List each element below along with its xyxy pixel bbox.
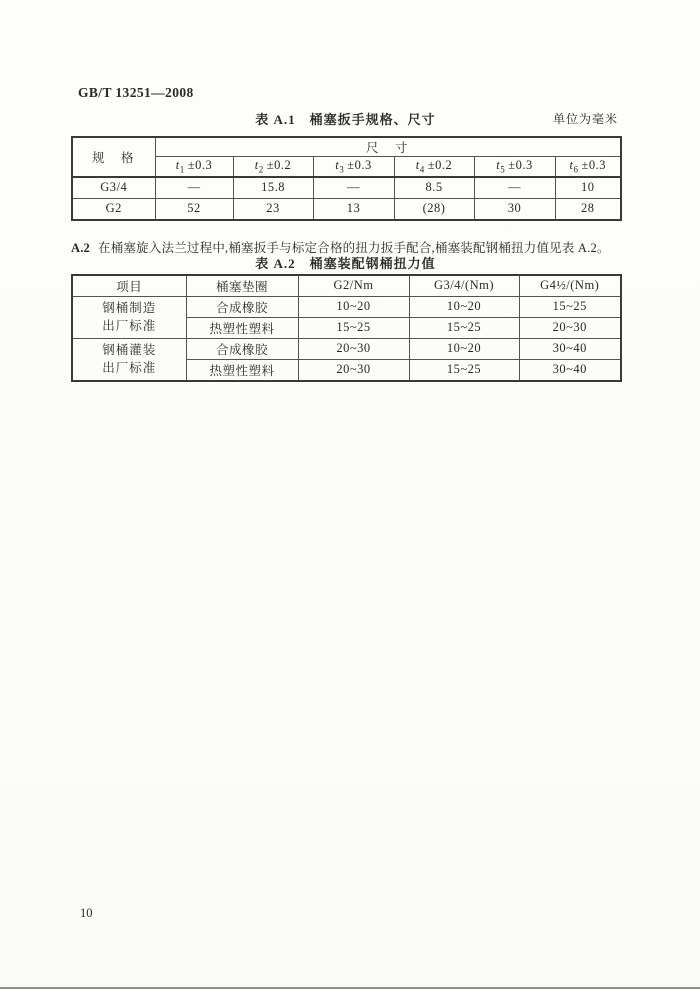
dim-symbol: t <box>415 158 420 172</box>
table-a1-caption-row <box>71 109 620 128</box>
dim-symbol: t <box>175 158 180 172</box>
dim-col-header <box>233 157 313 177</box>
table-row <box>72 199 621 220</box>
dim-col-header <box>555 157 621 177</box>
group-label-line: 出厂标准 <box>102 319 157 333</box>
dim-col-header <box>394 157 474 177</box>
group-label-line: 钢桶制造 <box>102 301 157 315</box>
gasket-cell: 热塑性塑料 <box>186 359 298 381</box>
group-label-cell <box>72 338 186 381</box>
spec-cell: G2 <box>72 199 155 220</box>
table-row <box>72 296 621 317</box>
dim-tolerance: ±0.3 <box>508 158 533 172</box>
table-cell: 15~25 <box>298 317 409 338</box>
table-cell: (28) <box>394 199 474 220</box>
table-a1-title: 表 A.1 桶塞扳手规格、尺寸 <box>255 112 436 127</box>
column-header: G2/Nm <box>298 275 409 296</box>
gasket-cell: 合成橡胶 <box>186 338 298 359</box>
table-cell: 30 <box>474 199 555 220</box>
table-cell: 10~20 <box>298 296 409 317</box>
table-cell: 8.5 <box>394 177 474 199</box>
clause-label: A.2 <box>71 241 91 255</box>
dim-col-header <box>474 157 555 177</box>
dim-col-header <box>313 157 394 177</box>
dim-tolerance: ±0.2 <box>266 158 292 172</box>
dim-subscript: 5 <box>500 164 506 175</box>
table-cell: 13 <box>313 199 394 220</box>
table-cell: 20~30 <box>298 359 409 381</box>
table-row <box>72 338 621 359</box>
dim-subscript: 1 <box>179 164 185 175</box>
table-a2-caption-row <box>71 253 620 272</box>
gasket-cell: 热塑性塑料 <box>186 317 298 338</box>
unit-note: 单位为毫米 <box>552 112 618 126</box>
column-header: G4½/(Nm) <box>519 275 621 296</box>
table-cell: 10~20 <box>409 296 519 317</box>
gasket-cell: 合成橡胶 <box>186 296 298 317</box>
dim-tolerance: ±0.2 <box>427 158 453 172</box>
table-cell: 15~25 <box>519 296 621 317</box>
dim-symbol: t <box>569 158 574 172</box>
table-cell: — <box>474 177 555 199</box>
dim-symbol: t <box>496 158 501 172</box>
table-cell: 15~25 <box>409 317 519 338</box>
table-cell: 52 <box>155 199 233 220</box>
column-header: G3/4/(Nm) <box>409 275 519 296</box>
dim-tolerance: ±0.3 <box>581 158 606 172</box>
table-cell: 23 <box>233 199 313 220</box>
table-cell: 30~40 <box>519 359 621 381</box>
dim-subscript: 4 <box>419 164 425 175</box>
table-cell: 15.8 <box>233 177 313 199</box>
dim-tolerance: ±0.3 <box>187 158 213 172</box>
dim-col-header <box>155 157 233 177</box>
dim-symbol: t <box>335 158 340 172</box>
column-header: 项目 <box>72 275 186 296</box>
spec-column-header: 规 格 <box>72 137 155 177</box>
column-header: 桶塞垫圈 <box>186 275 298 296</box>
group-label-cell <box>72 296 186 338</box>
table-a2-title: 表 A.2 桶塞装配钢桶扭力值 <box>255 256 436 271</box>
dim-subscript: 6 <box>573 164 579 175</box>
table-cell: 10 <box>555 177 621 199</box>
table-cell: 15~25 <box>409 359 519 381</box>
table-cell: — <box>155 177 233 199</box>
table-header-row <box>72 275 621 296</box>
table-cell: 20~30 <box>519 317 621 338</box>
table-a1 <box>71 136 622 221</box>
standard-number: GB/T 13251—2008 <box>78 85 194 100</box>
group-label-line: 钢桶灌装 <box>102 343 157 358</box>
table-cell: 28 <box>555 199 621 220</box>
dim-symbol: t <box>254 158 259 172</box>
table-cell: — <box>313 177 394 199</box>
table-a2 <box>71 274 622 382</box>
table-cell: 20~30 <box>298 338 409 359</box>
dim-subscript: 3 <box>339 164 345 175</box>
dim-tolerance: ±0.3 <box>347 158 372 172</box>
group-label-line: 出厂标准 <box>102 361 157 376</box>
spec-cell: G3/4 <box>72 177 155 199</box>
table-row <box>72 177 621 199</box>
dim-subscript: 2 <box>258 164 264 175</box>
scan-edge-line <box>0 987 700 989</box>
dimension-group-header: 尺 寸 <box>155 137 621 157</box>
table-cell: 30~40 <box>519 338 621 359</box>
table-cell: 10~20 <box>409 338 519 359</box>
page-number: 10 <box>80 906 93 920</box>
clause-text: 在桶塞旋入法兰过程中,桶塞扳手与标定合格的扭力扳手配合,桶塞装配钢桶扭力值见表 A.2。 <box>98 241 610 255</box>
